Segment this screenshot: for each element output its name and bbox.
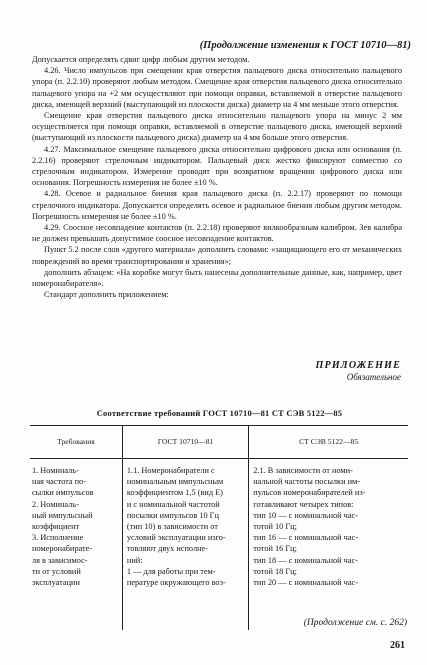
cell-line: и с номинальной частотой — [126, 499, 220, 509]
table-header-requirements: Требования — [30, 426, 122, 459]
cell-line: 3. Исполнение — [32, 533, 84, 543]
appendix-heading — [316, 360, 401, 382]
paragraph: 4.28. Осевое и радиальное биения края пальцевого диска (п. 2.2.17) проверяют по помощи стрелочного индикатора. Допускается определять осевое и радиальное биения любым другим методом. Погрешность измерения не более ±10 %. — [32, 189, 402, 221]
table-row — [30, 459, 408, 631]
cell-line: сылки импульсов — [32, 488, 94, 498]
cell-line: номинальным импульсным — [126, 477, 224, 487]
cell-line: 2.1. В зависимости от номи- — [253, 466, 353, 475]
cell-line: ля в зависимос- — [32, 555, 88, 565]
cell-line: ти от условий — [32, 566, 81, 576]
appendix-title: ПРИЛОЖЕНИЕ — [315, 360, 401, 371]
cell-line: тип 20 — с номинальной час- — [253, 578, 358, 588]
cell-line: 1. Номиналь- — [32, 466, 79, 475]
appendix-subtitle: Обязательное — [346, 372, 401, 382]
running-header: (Продолжение изменения к ГОСТ 10710—81) — [199, 40, 411, 51]
correspondence-table — [30, 425, 408, 630]
cell-line: товляют двух исполне- — [126, 544, 208, 554]
paragraph: Допускается определять сдвиг цифр любым другим методом. — [32, 55, 250, 64]
cell-line: ный импульсный — [32, 510, 93, 520]
paragraph: Пункт 5.2 после слов «другого материала» дополнить словами: «защищающего его от механических повреждений во время транспортирования и хранения»; — [32, 245, 402, 266]
cell-line: эксплуатации — [32, 578, 80, 588]
cell-line: пульсов номеронабирателей из- — [253, 488, 366, 498]
cell-line: пературе окружающего воз- — [126, 578, 226, 588]
cell-line: готавливают четырех типов: — [253, 499, 354, 509]
cell-line: (тип 10) в зависимости от — [126, 522, 218, 532]
paragraph: Смещение края отверстия пальцевого диска относительно пальцевого упора на минус 2 мм осуществляется при помощи оправки, вставляемой в отверстие пальцевого диска, имеющей верхний (выступающий из плоскости пальцевого диска) диаметр на 4 мм больше этого отверстия. — [32, 111, 402, 143]
paragraph: дополнить абзацем: «На коробке могут быть нанесены дополнительные данные, как, например, цвет номеронабирателя». — [32, 267, 402, 289]
cell-line: ний: — [126, 555, 143, 565]
paragraph: Стандарт дополнить приложением: — [44, 290, 169, 300]
cell-line: 2. Номиналь- — [32, 499, 79, 509]
cell-line: нальной частоты посылки им- — [253, 477, 361, 487]
paragraph: 4.27. Максимальное смещение пальцевого диска относительно цифрового диска или основания (п. 2.2.16) проверяют стрелочным индикатором. Пальцевый диск жестко фиксируют совместно со стрелочным индикатором. Измерение проводят при возвратном вращении цифрового диска или основания. Погрешность измерения не более ±10 %. — [32, 144, 402, 188]
cell-line: тип 10 — с номинальной час- — [253, 510, 358, 520]
table-header-gost: ГОСТ 10710—81 — [122, 426, 248, 459]
cell-line: тип 18 — с номинальной час- — [253, 555, 358, 565]
st-sev-cell — [249, 459, 408, 631]
cell-line: тотой 10 Гц; — [253, 522, 297, 532]
cell-line: 1.1. Номеронабиратели с — [126, 466, 215, 475]
cell-line: номеронабирате- — [32, 544, 93, 554]
table-header-st-sev: СТ СЭВ 5122—85 — [249, 426, 408, 459]
cell-line: условий эксплуатации изго- — [126, 533, 226, 543]
cell-line: коэффициент — [32, 522, 80, 532]
requirements-cell — [30, 459, 122, 631]
cell-line: тотой 16 Гц; — [253, 544, 297, 554]
gost-cell — [122, 459, 248, 631]
continuation-note: (Продолжение см. с. 262) — [303, 618, 407, 628]
cell-line: 1 — для работы при тем- — [126, 566, 216, 576]
page-number: 261 — [390, 640, 405, 651]
cell-line: тотой 18 Гц; — [253, 566, 297, 576]
table-title: Соответствие требований ГОСТ 10710—81 СТ СЭВ 5122—85 — [96, 408, 343, 418]
cell-line: тип 16 — с номинальной час- — [253, 533, 358, 543]
body-text — [32, 54, 402, 300]
paragraph: 4.29. Соосное несовпадение контактов (п. 2.2.18) проверяют вилкообразным калибром. Зев калибра не должен превышать допустимое соосное несовпадение контактов. — [32, 223, 402, 244]
cell-line: коэффициентом 1,5 (вид Е) — [126, 488, 223, 498]
cell-line: посылки импульсов 10 Гц — [126, 510, 219, 520]
paragraph: 4.26. Число импульсов при смещении края отверстия пальцевого диска относительно пальцевого упора (п. 2.2.10) проверяют любым методом. Смещение края отверстия пальцевого диска относительно пальцевого упора на +2 мм осуществляют при помощи оправки, вставляемой в отверстие пальцевого диска, имеющей верхний (выступающий из плоскости диска) диаметр на 4 мм меньше этого отверстия. — [32, 66, 402, 109]
cell-line: ная частота по- — [32, 477, 86, 487]
